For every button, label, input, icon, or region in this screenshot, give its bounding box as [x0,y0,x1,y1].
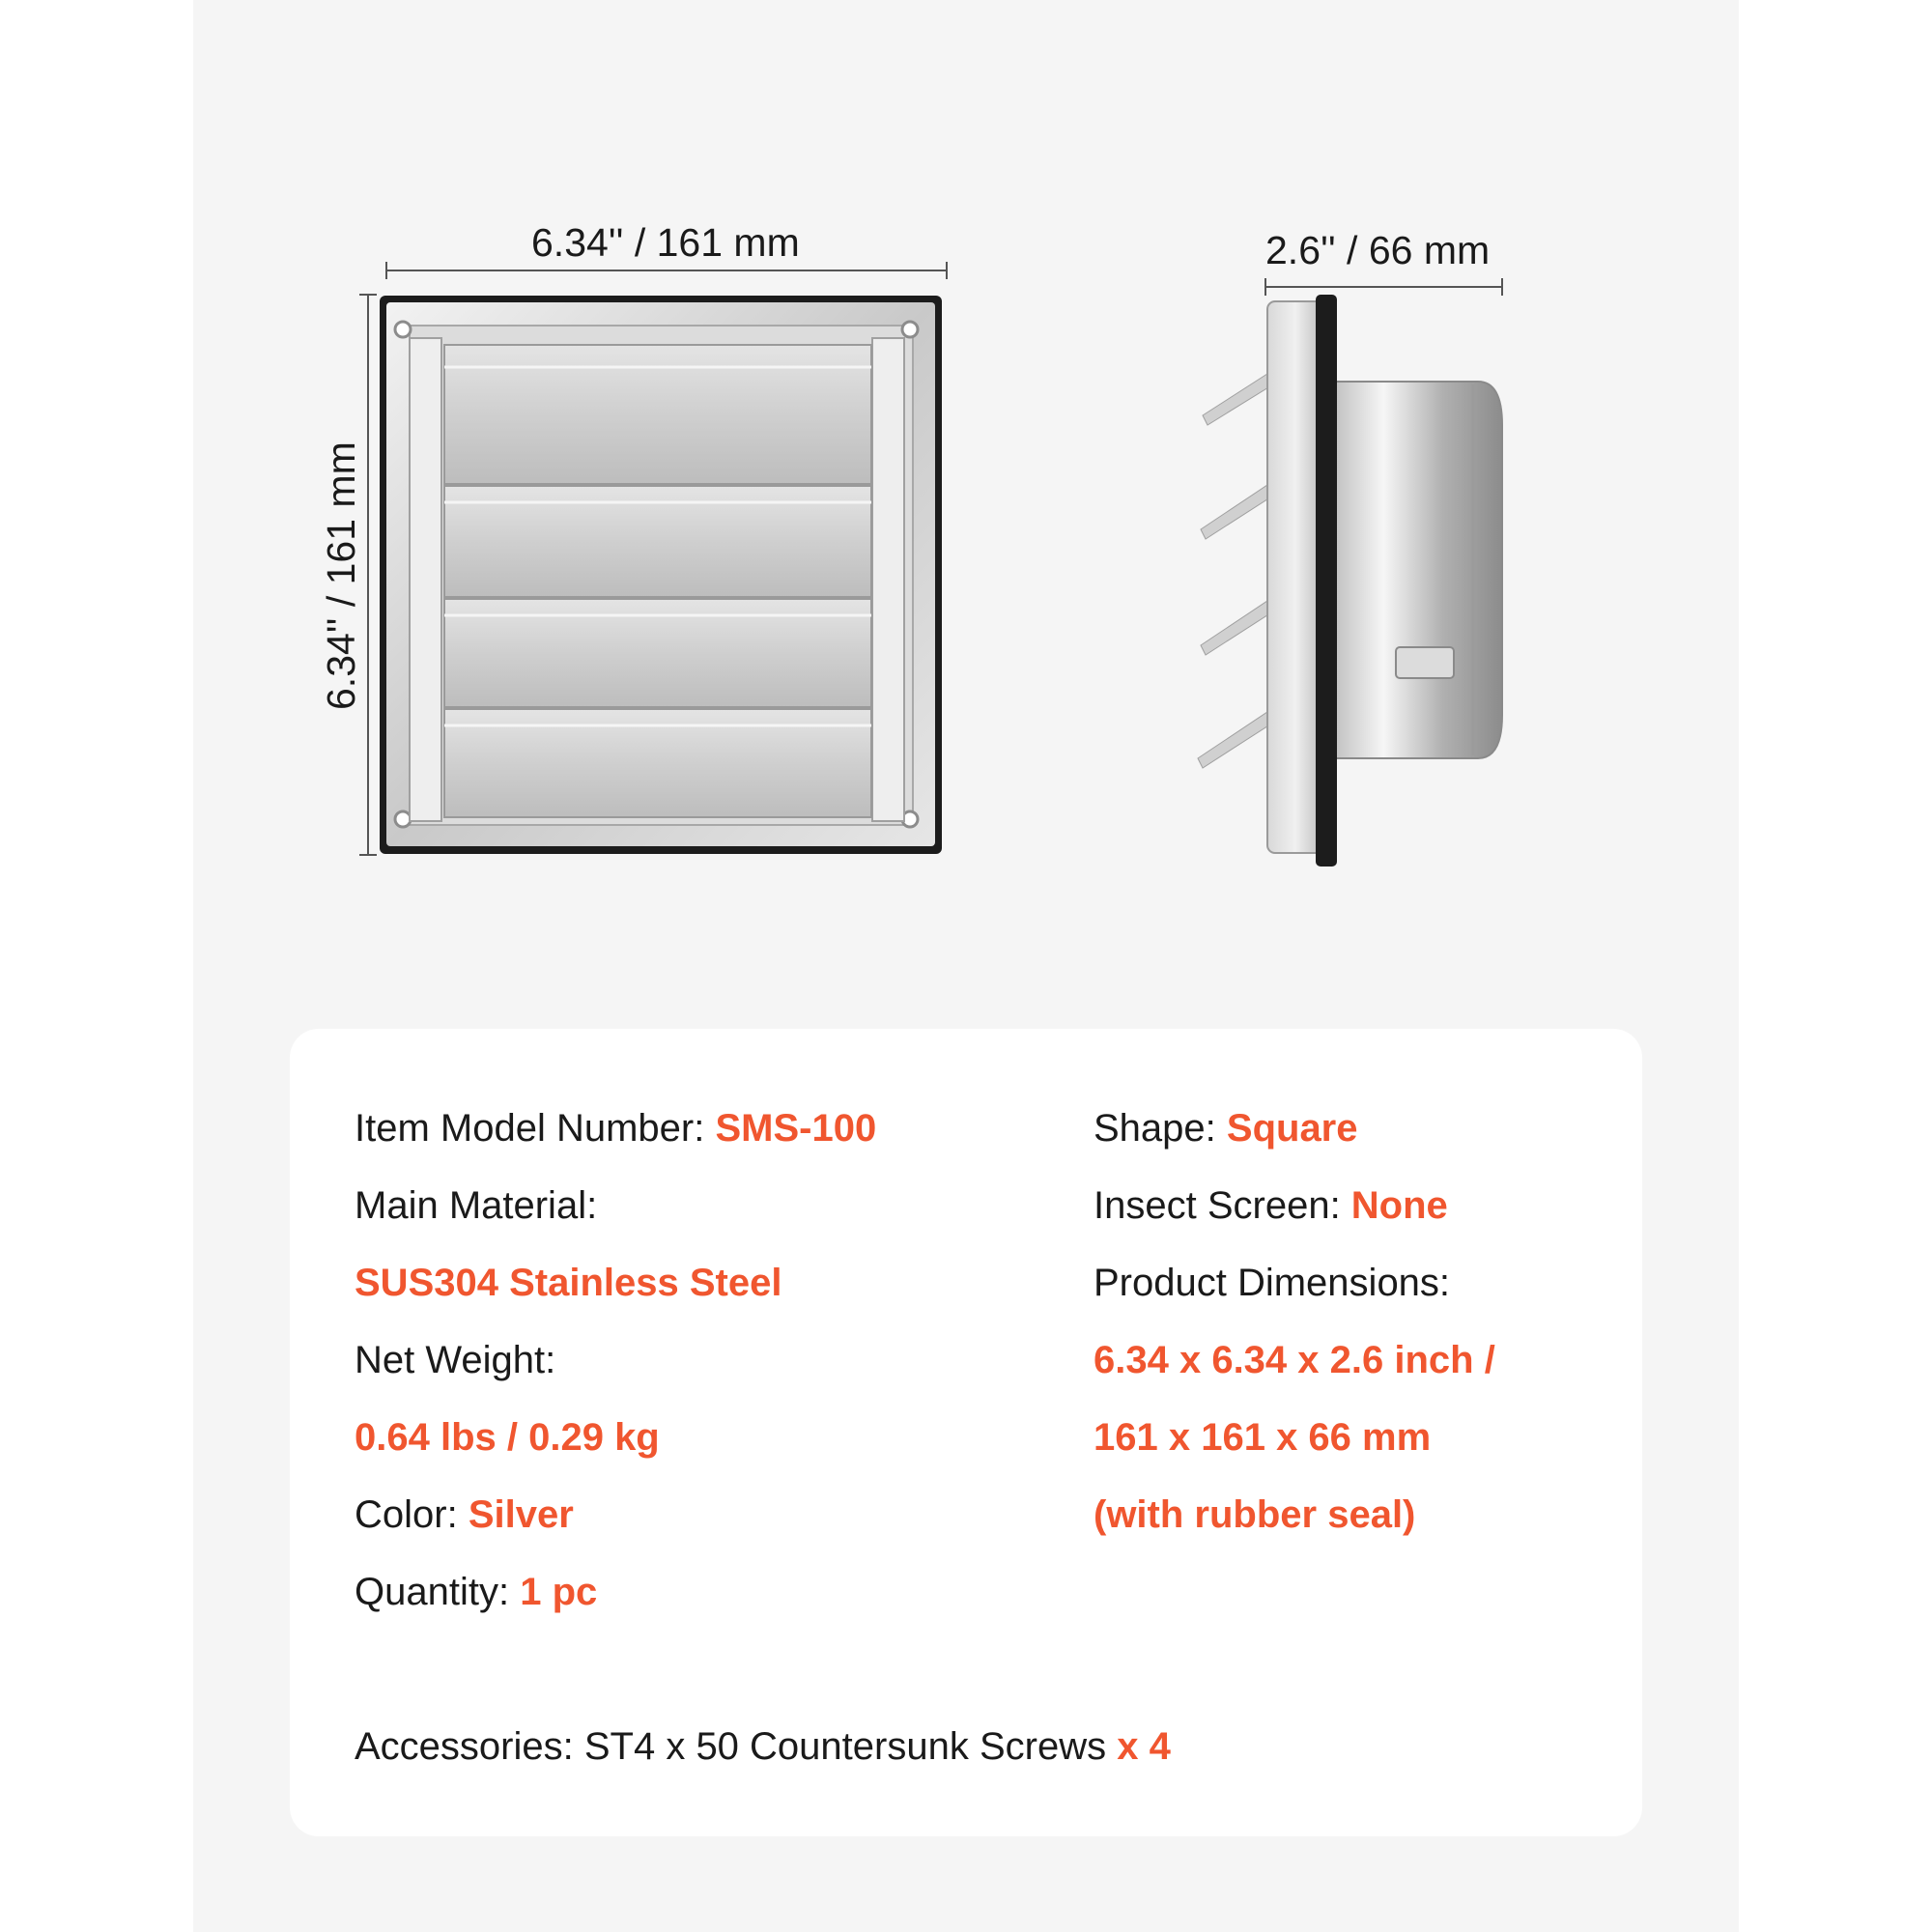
front-height-label: 6.34'' / 161 mm [319,441,363,710]
spec-weight-value: 0.64 lbs / 0.29 kg [355,1416,660,1459]
spec-dimensions-label: Product Dimensions: [1094,1262,1451,1304]
spec-insect-value: None [1350,1184,1448,1227]
spec-color-value: Silver [468,1493,574,1536]
spec-accessories [355,1727,1171,1766]
spec-material-label: Main Material: [355,1184,598,1227]
spec-quantity [355,1573,597,1611]
side-depth-dimension-line [1265,278,1502,296]
spec-dimensions-line3: (with rubber seal) [1094,1493,1416,1536]
spec-model [355,1109,876,1148]
side-depth-label: 2.6'' / 66 mm [1265,228,1491,272]
spec-weight-label: Net Weight: [355,1339,556,1381]
vent-side-view-image [0,0,1932,869]
spec-dimensions-line1: 6.34 x 6.34 x 2.6 inch / [1094,1339,1495,1381]
spec-quantity-value: 1 pc [520,1571,598,1613]
spec-insect-screen [1094,1186,1448,1225]
spec-accessories-label: Accessories: ST4 x 50 Countersunk Screws [355,1725,1118,1768]
spec-quantity-label: Quantity: [355,1571,521,1613]
spec-color-label: Color: [355,1493,469,1536]
spec-dimensions-line2: 161 x 161 x 66 mm [1094,1416,1432,1459]
spec-model-label: Item Model Number: [355,1107,716,1150]
spec-color [355,1495,574,1534]
spec-shape [1094,1109,1358,1148]
spec-accessories-value: x 4 [1117,1725,1171,1768]
spec-shape-label: Shape: [1094,1107,1227,1150]
front-width-label: 6.34'' / 161 mm [531,220,800,265]
spec-material-value: SUS304 Stainless Steel [355,1262,782,1304]
spec-insect-label: Insect Screen: [1094,1184,1351,1227]
spec-shape-value: Square [1226,1107,1358,1150]
spec-model-value: SMS-100 [715,1107,877,1150]
